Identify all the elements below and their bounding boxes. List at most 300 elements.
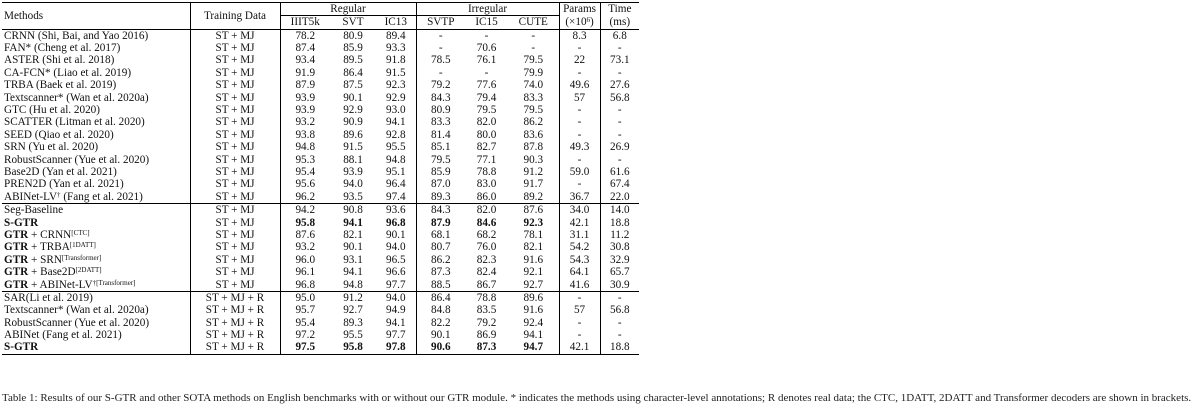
params-cell: 59.0 [559, 166, 600, 178]
time-cell: 27.6 [600, 80, 639, 92]
ic13-cell: 93.6 [376, 204, 416, 217]
ic13-cell: 91.8 [385, 54, 406, 67]
col-header-time: Time [600, 3, 639, 16]
svtp-cell: 90.6 [416, 342, 465, 355]
svtp-cell: 80.7 [416, 242, 465, 254]
col-header-iiit5k: IIIT5k [280, 16, 330, 30]
training-data-cell: ST + MJ [190, 55, 280, 67]
method-cell [2, 104, 190, 116]
table-row [2, 30, 639, 43]
svt-cell: 95.5 [343, 329, 363, 342]
training-data-cell: ST + MJ [190, 217, 280, 229]
iiit5k-cell: 96.2 [280, 191, 330, 204]
ic15-cell: 78.8 [476, 165, 497, 178]
ic15-cell: 68.2 [476, 228, 497, 241]
iiit5k-cell: 97.2 [280, 329, 330, 341]
method-cell [2, 305, 190, 317]
params-cell: - [559, 117, 600, 129]
method-suffix: + Base2D [28, 266, 76, 279]
svtp-cell: 85.9 [416, 166, 465, 178]
params-cell: - [559, 154, 600, 166]
time-cell: 30.8 [600, 242, 639, 254]
iiit5k-cell: 78.2 [280, 30, 330, 43]
col-header-cute: CUTE [518, 16, 548, 28]
ic13-cell: 90.1 [385, 228, 406, 241]
iiit5k-cell: 87.6 [280, 229, 330, 241]
cute-cell: 92.7 [523, 278, 544, 291]
time-cell: 73.1 [600, 55, 639, 67]
svtp-cell: 87.9 [416, 217, 465, 229]
col-header-training-data: Training Data [190, 3, 280, 30]
table-row [2, 42, 639, 54]
ic15-cell: 79.4 [476, 91, 497, 104]
svt-cell: 90.1 [343, 241, 363, 254]
cute-cell: - [508, 30, 559, 43]
params-cell: 41.6 [559, 279, 600, 292]
method-cell [2, 154, 190, 166]
iiit5k-cell: 95.0 [280, 292, 330, 305]
table-row [2, 67, 639, 79]
iiit5k-cell: 97.5 [280, 342, 330, 355]
method-name: CRNN (Shi, Bai, and Yao 2016) [4, 29, 149, 42]
training-data-cell: ST + MJ [190, 129, 280, 141]
svt-cell: 93.1 [343, 253, 363, 266]
svtp-cell: 68.1 [416, 229, 465, 241]
ic15-cell: 83.0 [476, 178, 497, 191]
ic15-cell: 77.1 [476, 153, 497, 166]
svt-cell: 90.8 [330, 204, 376, 217]
method-cell [2, 80, 190, 92]
params-cell: 34.0 [559, 204, 600, 217]
training-data-cell: ST + MJ [190, 117, 280, 129]
method-suffix: + TRBA [28, 241, 70, 254]
svt-cell: 92.9 [343, 104, 363, 117]
time-cell: - [600, 329, 639, 341]
params-cell: - [559, 329, 600, 341]
params-cell: 42.1 [559, 342, 600, 355]
method-name: CA-FCN* (Liao et al. 2019) [4, 66, 132, 79]
training-data-cell: ST + MJ + R [190, 342, 280, 355]
table-row [2, 80, 639, 92]
ic13-cell: 92.8 [385, 128, 406, 141]
table-row [2, 217, 639, 229]
method-name: RobustScanner (Yue et al. 2020) [4, 153, 150, 166]
time-cell: 56.8 [600, 305, 639, 317]
method-name: Base2D (Yan et al. 2021) [4, 165, 117, 178]
params-cell: 64.1 [559, 266, 600, 278]
col-header-ic13: IC13 [384, 16, 407, 28]
training-data-cell: ST + MJ [190, 179, 280, 191]
training-data-cell: ST + MJ [190, 204, 280, 217]
svt-cell: 87.5 [343, 79, 363, 92]
iiit5k-cell: 95.4 [280, 166, 330, 178]
cute-cell: 74.0 [523, 79, 544, 92]
svtp-cell: 79.2 [416, 80, 465, 92]
method-name: GTR [4, 266, 29, 279]
cute-cell: 91.7 [523, 178, 544, 191]
ic15-cell: 78.8 [465, 292, 508, 305]
training-data-cell: ST + MJ [190, 67, 280, 79]
svt-cell: 95.8 [330, 342, 376, 355]
iiit5k-cell: 87.4 [280, 42, 330, 54]
table-row [2, 266, 639, 278]
method-name: SEED (Qiao et al. 2020) [4, 128, 114, 141]
method-name: GTR [4, 278, 29, 291]
method-superscript: [Transformer] [61, 253, 102, 262]
method-name: S-GTR [4, 341, 39, 354]
method-name: FAN* (Cheng et al. 2017) [4, 42, 121, 55]
method-cell [2, 129, 190, 141]
cute-cell: 79.5 [523, 54, 544, 67]
method-cell [2, 266, 190, 278]
method-suffix: (Fang et al. 2021) [60, 190, 143, 203]
iiit5k-cell: 94.2 [280, 204, 330, 217]
ic15-cell: 86.0 [476, 190, 497, 203]
ic13-cell: 96.4 [385, 178, 406, 191]
table-row [2, 154, 639, 166]
time-cell: 22.0 [600, 191, 639, 204]
ic13-cell: 94.0 [376, 292, 416, 305]
cute-cell: 82.1 [523, 241, 544, 254]
training-data-cell: ST + MJ [190, 42, 280, 54]
cute-cell: 91.6 [523, 253, 544, 266]
iiit5k-cell: 93.9 [280, 92, 330, 104]
results-table [2, 2, 639, 355]
iiit5k-cell: 87.9 [280, 80, 330, 92]
svt-cell: 80.9 [330, 30, 376, 43]
params-cell: - [559, 42, 600, 54]
cute-cell: 94.1 [523, 329, 544, 342]
time-cell: - [600, 67, 639, 79]
method-name: Seg-Baseline [4, 204, 64, 217]
method-cell [2, 342, 190, 355]
method-name: GTC (Hu et al. 2020) [4, 104, 101, 117]
method-cell [2, 117, 190, 129]
ic13-cell: 94.1 [385, 116, 406, 129]
cute-cell: 90.3 [523, 153, 544, 166]
method-name: ASTER (Shi et al. 2018) [4, 54, 115, 67]
cute-cell: 92.3 [523, 216, 544, 229]
svtp-cell: 83.3 [416, 117, 465, 129]
ic15-cell: 82.0 [476, 116, 497, 129]
time-cell: - [600, 117, 639, 129]
table-row [2, 129, 639, 141]
cute-cell: 87.6 [508, 204, 559, 217]
svt-cell: 89.3 [343, 316, 363, 329]
ic15-cell: 87.3 [465, 342, 508, 355]
svtp-cell: 84.3 [416, 92, 465, 104]
ic13-cell: 95.5 [385, 141, 406, 154]
svtp-cell: 89.3 [416, 191, 465, 204]
iiit5k-cell: 93.2 [280, 117, 330, 129]
training-data-cell: ST + MJ [190, 92, 280, 104]
method-cell [2, 329, 190, 341]
ic15-cell: 83.5 [476, 304, 497, 317]
svt-cell: 89.5 [343, 54, 363, 67]
svtp-cell: - [416, 30, 465, 43]
training-data-cell: ST + MJ + R [190, 329, 280, 341]
svt-cell: 94.0 [343, 178, 363, 191]
method-cell [2, 191, 190, 204]
svtp-cell: 84.3 [416, 204, 465, 217]
group-header-regular: Regular [280, 3, 416, 16]
method-name: RobustScanner (Yue et al. 2020) [4, 316, 150, 329]
method-superscript: [1DATT] [69, 241, 96, 250]
cute-cell: 87.8 [523, 141, 544, 154]
cute-cell: 92.1 [523, 266, 544, 279]
time-cell: - [600, 129, 639, 141]
method-cell [2, 242, 190, 254]
ic13-cell: 93.0 [385, 104, 406, 117]
method-name: Textscanner* (Wan et al. 2020a) [4, 91, 149, 104]
training-data-cell: ST + MJ [190, 266, 280, 278]
params-cell: 54.3 [559, 254, 600, 266]
header-row-1 [2, 3, 639, 16]
cute-cell: 83.3 [523, 91, 544, 104]
table-row [2, 254, 639, 266]
ic15-cell: 82.4 [476, 266, 497, 279]
iiit5k-cell: 95.6 [280, 179, 330, 191]
svt-cell: 89.6 [343, 128, 363, 141]
svt-cell: 94.1 [343, 266, 363, 279]
method-suffix: + SRN [28, 253, 62, 266]
table-row [2, 117, 639, 129]
col-header-params: Params [559, 3, 600, 16]
method-name: SAR(Li et al. 2019) [4, 291, 93, 304]
params-cell: - [559, 129, 600, 141]
table-row [2, 204, 639, 217]
svt-cell: 91.5 [343, 141, 363, 154]
cute-cell: 79.5 [523, 104, 544, 117]
group-header-irregular: Irregular [416, 3, 559, 16]
iiit5k-cell: 96.1 [280, 266, 330, 278]
params-cell: 49.6 [559, 80, 600, 92]
time-cell: - [600, 317, 639, 329]
svtp-cell: 90.1 [416, 329, 465, 341]
svtp-cell: 85.1 [416, 142, 465, 154]
svtp-cell: 80.9 [416, 104, 465, 116]
method-name: SCATTER (Litman et al. 2020) [4, 116, 145, 129]
time-cell: - [600, 42, 639, 54]
cute-cell: 89.6 [508, 292, 559, 305]
method-name: TRBA (Baek et al. 2019) [4, 79, 117, 92]
ic13-cell: 94.8 [385, 153, 406, 166]
svt-cell: 93.5 [343, 190, 363, 203]
ic15-cell: - [484, 66, 489, 79]
iiit5k-cell: 91.9 [280, 67, 330, 79]
training-data-cell: ST + MJ [190, 254, 280, 266]
svt-cell: 90.1 [343, 91, 363, 104]
svt-cell: 93.9 [343, 165, 363, 178]
svtp-cell: 82.2 [416, 317, 465, 329]
time-cell: - [600, 104, 639, 116]
ic13-cell: 96.6 [385, 266, 406, 279]
method-name: ABINet (Fang et al. 2021) [4, 329, 122, 342]
params-cell: 31.1 [559, 229, 600, 241]
ic13-cell: 97.7 [385, 278, 406, 291]
training-data-cell: ST + MJ [190, 104, 280, 116]
method-cell [2, 292, 190, 305]
method-cell [2, 204, 190, 217]
table-row [2, 191, 639, 204]
training-data-cell: ST + MJ [190, 142, 280, 154]
params-cell: - [559, 104, 600, 116]
ic13-cell: 92.3 [385, 79, 406, 92]
params-cell: 57 [559, 305, 600, 317]
ic15-cell: 82.0 [465, 204, 508, 217]
time-cell: 14.0 [600, 204, 639, 217]
training-data-cell: ST + MJ + R [190, 292, 280, 305]
ic13-cell: 97.7 [385, 329, 406, 342]
ic13-cell: 96.8 [385, 216, 406, 229]
svtp-cell: 79.5 [416, 154, 465, 166]
col-header-ic15: IC15 [475, 16, 498, 28]
cute-cell: - [531, 42, 536, 55]
svtp-cell: - [416, 42, 465, 54]
time-cell: 30.9 [600, 279, 639, 292]
time-cell: 56.8 [600, 92, 639, 104]
iiit5k-cell: 93.9 [280, 104, 330, 116]
ic13-cell: 94.0 [385, 241, 406, 254]
ic13-cell: 94.1 [385, 316, 406, 329]
table-body [2, 30, 639, 355]
svtp-cell: 87.3 [416, 266, 465, 278]
svt-cell: 88.1 [343, 153, 363, 166]
method-cell [2, 142, 190, 154]
iiit5k-cell: 93.8 [280, 129, 330, 141]
method-cell [2, 254, 190, 266]
params-cell: 22 [559, 55, 600, 67]
training-data-cell: ST + MJ [190, 166, 280, 178]
ic15-cell: 86.7 [476, 278, 497, 291]
time-cell: 18.8 [600, 342, 639, 355]
table-row [2, 305, 639, 317]
ic15-cell: 82.3 [476, 253, 497, 266]
table-row [2, 229, 639, 241]
iiit5k-cell: 93.4 [280, 55, 330, 67]
method-cell [2, 30, 190, 43]
table-row [2, 142, 639, 154]
time-cell: 11.2 [600, 229, 639, 241]
training-data-cell: ST + MJ + R [190, 317, 280, 329]
ic15-cell: 82.7 [476, 141, 497, 154]
table-row [2, 179, 639, 191]
table-row [2, 279, 639, 292]
table-row [2, 166, 639, 178]
ic15-cell: 76.1 [476, 54, 497, 67]
method-name: GTR [4, 228, 29, 241]
training-data-cell: ST + MJ + R [190, 305, 280, 317]
params-cell: 36.7 [559, 191, 600, 204]
params-cell: 49.3 [559, 142, 600, 154]
svt-cell: 85.9 [343, 42, 363, 55]
method-superscript: †[Transformer] [92, 278, 136, 287]
svtp-cell: - [416, 67, 465, 79]
params-unit: $(\times 10^6)$ [559, 16, 600, 30]
method-name: S-GTR [4, 216, 39, 229]
col-header-svt: SVT [342, 16, 364, 28]
method-name: GTR [4, 253, 29, 266]
table-row [2, 92, 639, 104]
svt-cell: 82.1 [343, 228, 363, 241]
params-cell: 8.3 [559, 30, 600, 43]
time-cell: 67.4 [600, 179, 639, 191]
method-cell [2, 42, 190, 54]
time-cell: 6.8 [600, 30, 639, 43]
cute-cell: 86.2 [523, 116, 544, 129]
table-row [2, 329, 639, 341]
cute-cell: 91.6 [523, 304, 544, 317]
ic15-cell: 70.6 [476, 42, 497, 55]
time-cell: 32.9 [600, 254, 639, 266]
svt-cell: 94.1 [343, 216, 363, 229]
ic15-cell: 79.2 [476, 316, 497, 329]
training-data-cell: ST + MJ [190, 279, 280, 292]
col-header-svtp: SVTP [416, 16, 465, 30]
ic15-cell: 77.6 [476, 79, 497, 92]
table-row [2, 342, 639, 355]
method-suffix: + ABINet-LV [28, 278, 93, 291]
svtp-cell: 88.5 [416, 279, 465, 292]
ic13-cell: 92.9 [385, 91, 406, 104]
table-row [2, 242, 639, 254]
method-cell [2, 217, 190, 229]
svtp-cell: 87.0 [416, 179, 465, 191]
time-cell: 61.6 [600, 166, 639, 178]
table-row [2, 292, 639, 305]
params-cell: 42.1 [559, 217, 600, 229]
ic15-cell: 76.0 [476, 241, 497, 254]
training-data-cell: ST + MJ [190, 80, 280, 92]
time-unit: (ms) [600, 16, 639, 30]
cute-cell: 83.6 [523, 128, 544, 141]
svtp-cell: 86.2 [416, 254, 465, 266]
training-data-cell: ST + MJ [190, 229, 280, 241]
params-cell: - [559, 317, 600, 329]
cute-cell: 92.4 [523, 316, 544, 329]
ic13-cell: 97.4 [385, 190, 406, 203]
cute-cell: 89.2 [523, 190, 544, 203]
svt-cell: 86.4 [343, 66, 363, 79]
cute-cell: 94.7 [508, 342, 559, 355]
iiit5k-cell: 95.7 [280, 305, 330, 317]
time-cell: - [600, 154, 639, 166]
table-caption: Table 1: Results of our S-GTR and other SOTA methods on English benchmarks with or without our GTR module. * indicates the methods using character-level annotations; R denotes real data; the CTC, 1DATT, 2DATT and Transformer decoders are shown in brackets. [2, 392, 1191, 404]
ic13-cell: 96.5 [385, 253, 406, 266]
iiit5k-cell: 95.3 [280, 154, 330, 166]
svt-cell: 92.7 [343, 304, 363, 317]
time-cell: 18.8 [600, 217, 639, 229]
params-cell: 54.2 [559, 242, 600, 254]
time-cell: 65.7 [600, 266, 639, 278]
svtp-cell: 84.8 [416, 305, 465, 317]
method-cell [2, 317, 190, 329]
method-superscript: † [57, 190, 61, 199]
cute-cell: 78.1 [523, 228, 544, 241]
table-row [2, 55, 639, 67]
ic15-cell: 86.9 [476, 329, 497, 342]
method-name: GTR [4, 241, 29, 254]
method-cell [2, 279, 190, 292]
training-data-cell: ST + MJ [190, 30, 280, 43]
svtp-cell: 86.4 [416, 292, 465, 305]
iiit5k-cell: 94.8 [280, 142, 330, 154]
iiit5k-cell: 93.2 [280, 242, 330, 254]
method-name: PREN2D (Yan et al. 2021) [4, 178, 124, 191]
method-name: SRN (Yu et al. 2020) [4, 141, 99, 154]
time-cell: 26.9 [600, 142, 639, 154]
ic13-cell: 97.8 [376, 342, 416, 355]
